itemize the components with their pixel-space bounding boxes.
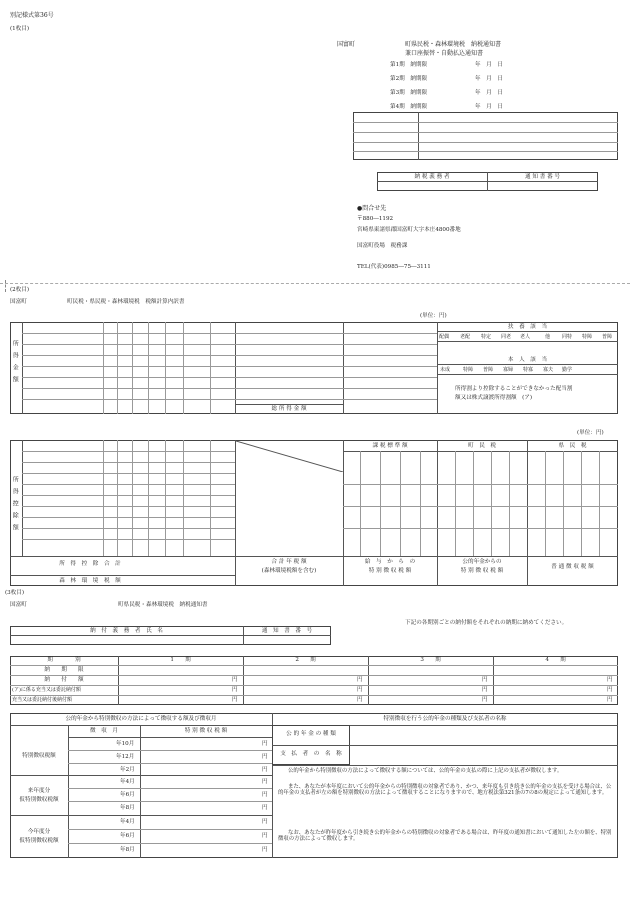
due-date-row-header: 納 期 限 (44, 667, 84, 673)
self-header: 本 人 該 当 (507, 357, 548, 363)
after-allocation-row-header: 充当又は委託納付後納付額 (12, 697, 73, 703)
pension-yen-6: 円 (262, 805, 268, 811)
sheet-label-3: (3枚目) (5, 590, 25, 596)
payer-header: 納 税 義 務 者 (414, 174, 450, 180)
self-col-1: 未成 (440, 367, 451, 373)
self-col-2: 特障 (463, 367, 474, 373)
total-income-label: 総 所 得 金 額 (271, 406, 307, 412)
yen-3a: 円 (482, 677, 488, 683)
form-number: 別記様式第36号 (10, 12, 54, 19)
notice-number-header: 通 知 書 番 号 (524, 174, 561, 180)
dep-col-4: 同老 (501, 334, 512, 340)
pension-withholding-2: 特 別 徴 収 税 額 (460, 568, 504, 574)
allocation-row-header: (ア)に係る充当又は委託納付額 (12, 687, 81, 693)
month-2-2: 年6月 (120, 792, 135, 798)
self-col-7: 勤学 (562, 367, 573, 373)
group-special-tax: 特別徴収税額 (22, 753, 56, 759)
month-1-3: 年2月 (120, 767, 135, 773)
salary-withholding-2: 特 別 徴 収 税 額 (368, 568, 412, 574)
period-col-2: 2 期 (295, 657, 316, 663)
dep-col-9: 普障 (602, 334, 613, 340)
special-tax-header: 特 別 徴 収 税 額 (184, 728, 228, 734)
self-col-3: 普障 (483, 367, 494, 373)
notice-subtitle: 兼口座振替・自動払込通知書 (405, 50, 484, 57)
forest-tax-label: 森 林 環 境 税 額 (59, 578, 121, 584)
group-this-year-a: 今年度分 (27, 829, 51, 835)
period-4-label: 第4期 納期限 (390, 104, 428, 110)
notice-number-header-3: 通 知 書 番 号 (261, 628, 313, 634)
unit-label-2: (単位：円) (577, 430, 604, 436)
pension-left-title: 公的年金から特別徴収の方法によって徴収する額及び徴収月 (65, 716, 217, 722)
group-next-year-a: 来年度分 (27, 788, 51, 794)
self-col-4: 寡婦 (503, 367, 514, 373)
notice-title: 町県民税・森林環境税 納税通知書 (405, 41, 502, 48)
pension-yen-2: 円 (262, 754, 268, 760)
pension-yen-4: 円 (262, 779, 268, 785)
pension-yen-9: 円 (262, 847, 268, 853)
unit-label-1: (単位：円) (420, 313, 447, 319)
normal-collection-label: 普 通 徴 収 税 額 (551, 564, 594, 570)
pension-kind-label: 公 的 年 金 の 種 類 (286, 731, 336, 737)
pension-right-title: 特別徴収を行う公的年金の種類及び支払者の名称 (383, 716, 507, 722)
self-col-5: 特寡 (523, 367, 534, 373)
dividend-note-2: 額又は株式譲渡所得割額 (ア) (455, 395, 533, 401)
dep-col-8: 特障 (582, 334, 593, 340)
contact-title: ●問合せ先 (357, 205, 387, 212)
yen-2b: 円 (357, 687, 363, 693)
tax-base-header: 課 税 標 準 額 (372, 443, 408, 449)
period-3-label: 第3期 納期限 (390, 90, 428, 96)
town-name-2: 国富町 (10, 299, 27, 305)
month-3-1: 年4月 (120, 819, 135, 825)
pension-yen-7: 円 (262, 819, 268, 825)
pension-yen-3: 円 (262, 767, 268, 773)
yen-1b: 円 (232, 687, 238, 693)
prefecture-tax-header: 県 民 税 (558, 443, 587, 449)
period-2-label: 第2期 納期限 (390, 76, 428, 82)
pension-payer-label: 支 払 者 の 名 称 (280, 751, 342, 757)
yen-1a: 円 (232, 677, 238, 683)
dep-col-3: 特定 (481, 334, 492, 340)
yen-2a: 円 (357, 677, 363, 683)
dep-col-2: 老配 (460, 334, 471, 340)
period-col-3: 3 期 (420, 657, 441, 663)
dep-col-6: 他 (545, 334, 551, 340)
period-col-1: 1 期 (170, 657, 191, 663)
month-2-1: 年4月 (120, 779, 135, 785)
account-grid (353, 112, 618, 160)
amount-row-header: 納 付 額 (44, 677, 84, 683)
dividend-note-1: 所得割より控除することができなかった配当割 (455, 386, 573, 392)
period-3-date: 年 月 日 (475, 90, 503, 96)
collect-month-header: 徴 収 月 (90, 728, 118, 734)
yen-4c: 円 (607, 697, 613, 703)
dep-col-1: 配偶 (439, 334, 450, 340)
diagonal-slash (236, 441, 343, 472)
month-3-3: 年8月 (120, 847, 135, 853)
group-next-year-b: 仮特別徴収税額 (19, 797, 59, 803)
pension-yen-8: 円 (262, 833, 268, 839)
period-row-header: 期 別 (47, 657, 81, 663)
contact-postal: 〒880―1192 (357, 216, 394, 222)
notice-title-3: 町県民税・森林環境税 納税通知書 (118, 602, 208, 608)
month-1-1: 年10月 (116, 741, 135, 747)
month-3-2: 年6月 (120, 833, 135, 839)
yen-3c: 円 (482, 697, 488, 703)
sheet-label-1: (1枚目) (10, 26, 30, 32)
town-name-1: 国富町 (337, 41, 356, 48)
pension-yen-5: 円 (262, 792, 268, 798)
yen-2c: 円 (357, 697, 363, 703)
pension-yen-1: 円 (262, 741, 268, 747)
pension-text-1: 公的年金から特別徴収の方法によって徴収する額については、公的年金の支払の際に上記の支払者が徴収します。 (288, 768, 563, 774)
yen-1c: 円 (232, 697, 238, 703)
contact-address: 宮崎県東諸県郡国富町大字本庄4800番地 (357, 227, 461, 233)
yen-4a: 円 (607, 677, 613, 683)
dep-col-7: 同特 (562, 334, 573, 340)
salary-withholding-1: 給 与 か ら の (364, 559, 416, 565)
dep-col-5: 老人 (520, 334, 531, 340)
self-col-6: 寡夫 (543, 367, 554, 373)
yen-4b: 円 (607, 687, 613, 693)
yen-3b: 円 (482, 687, 488, 693)
pension-withholding-1: 公的年金からの (462, 559, 502, 565)
period-1-label: 第1期 納期限 (390, 62, 428, 68)
period-col-4: 4 期 (545, 657, 566, 663)
annual-tax-label: 合 計 年 税 額 (271, 559, 307, 565)
group-this-year-b: 仮特別徴収税額 (19, 838, 59, 844)
deduction-vertical-label: 所得控除額 (11, 476, 19, 536)
month-1-2: 年12月 (116, 754, 135, 760)
breakdown-title: 町民税・県民税・森林環境税 税額計算内訳書 (67, 299, 185, 305)
period-2-date: 年 月 日 (475, 76, 503, 82)
payer-name-header: 納 付 義 務 者 氏 名 (90, 628, 163, 634)
contact-office: 国富町役場 税務課 (357, 243, 408, 249)
town-tax-header: 町 民 税 (468, 443, 496, 449)
annual-tax-sub: (森林環境税額を含む) (261, 568, 317, 574)
contact-tel: TEL(代表)0985―75―3111 (357, 264, 431, 270)
income-vertical-label: 所得金額 (11, 340, 19, 388)
pension-text-2: また、あなたが本年度において公的年金からの特別徴収の対象者であり、かつ、来年度も引き続き公的年金の支払を受ける場合は、公的年金の支払者が左の額を特別徴収の方法によって徴収することになりますので、地方税法第321条の7の8の規定によって通知します。 (278, 784, 612, 797)
sheet-label-2: (2枚目) (10, 287, 30, 293)
dependent-header: 扶 養 該 当 (507, 324, 548, 330)
pension-text-3: なお、あなたが昨年度から引き続き公的年金からの特別徴収の対象者である場合は、昨年度の通知書において通知した左の額を、特別徴収の方法によって徴収します。 (278, 830, 612, 843)
deduction-total-label: 所 得 控 除 合 計 (59, 561, 121, 567)
payment-note: 下記の各期別ごとの納付額をそれぞれの納期に納めてください。 (405, 620, 568, 626)
town-name-3: 国富町 (10, 602, 27, 608)
month-2-3: 年8月 (120, 805, 135, 811)
period-4-date: 年 月 日 (475, 104, 503, 110)
period-1-date: 年 月 日 (475, 62, 503, 68)
